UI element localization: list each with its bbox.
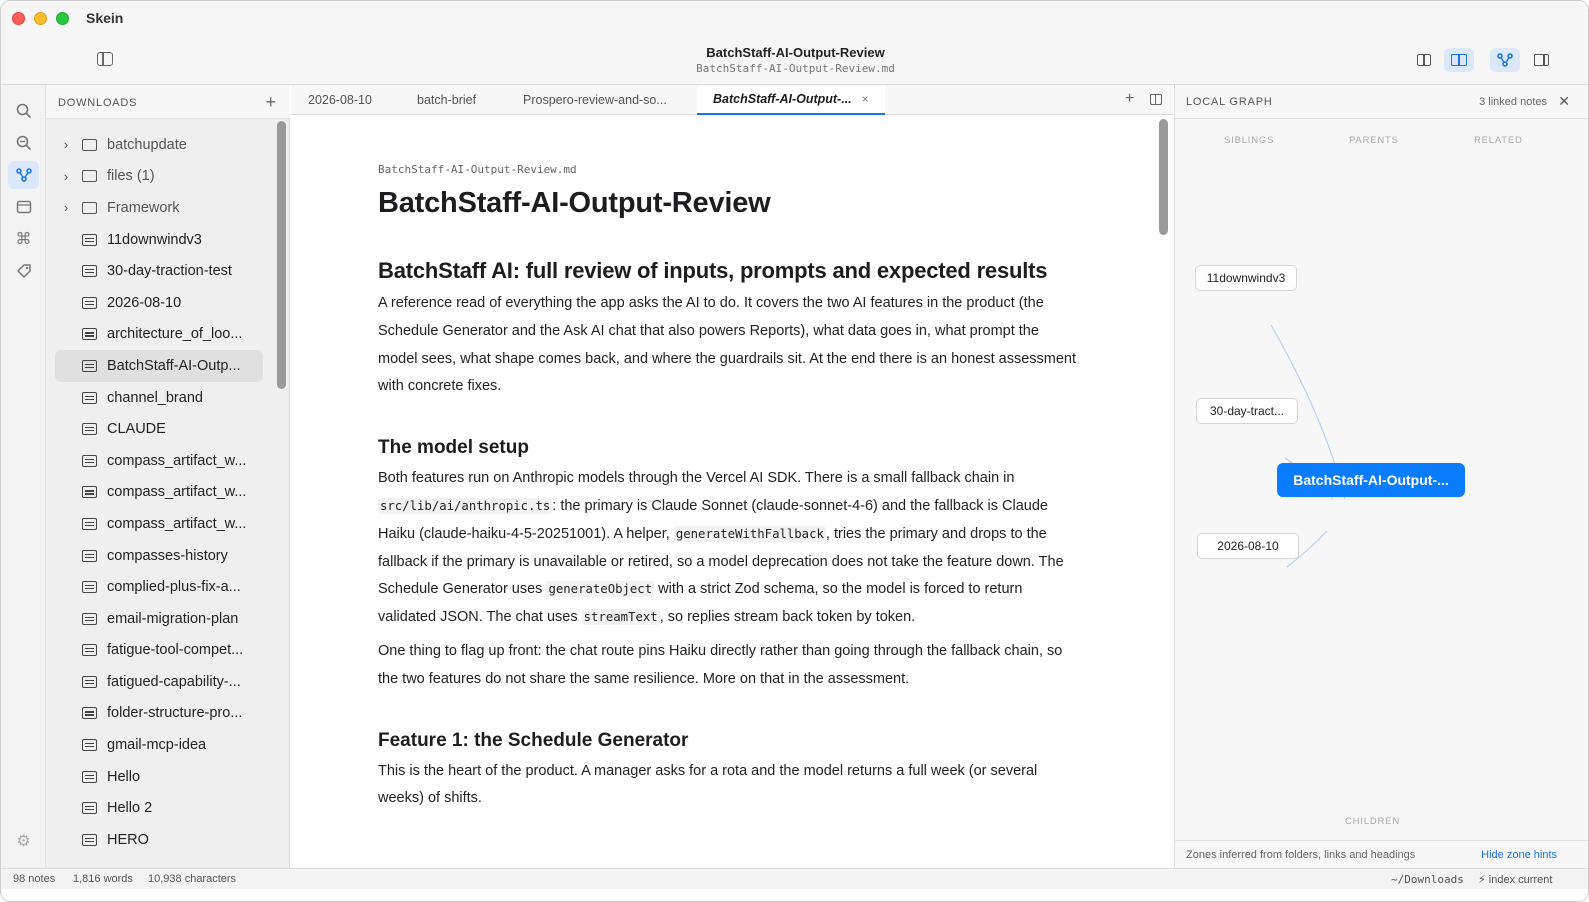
split-editor-icon[interactable] [1150, 94, 1162, 105]
tab-batchstaff-review[interactable] [697, 85, 885, 115]
character-count: 10,938 characters [148, 873, 237, 885]
app-name: Skein [86, 10, 124, 26]
note-item[interactable] [55, 287, 263, 319]
status-bar [1, 868, 1588, 889]
file-label: folder-structure-pro... [107, 705, 243, 722]
notes-count: 98 notes [13, 873, 56, 885]
note-item[interactable] [55, 666, 263, 698]
calendar-button[interactable] [8, 193, 39, 221]
file-label: fatigued-capability-... [107, 673, 241, 690]
folder-icon [82, 170, 97, 182]
editor-scrollbar[interactable] [1159, 119, 1168, 235]
graph-node[interactable]: 11downwindv3 [1195, 265, 1297, 291]
chevron-right-icon[interactable]: › [63, 200, 69, 216]
close-panel-icon[interactable]: ✕ [1558, 93, 1570, 109]
chevron-right-icon[interactable]: › [63, 137, 69, 153]
editor[interactable] [291, 115, 1173, 868]
note-icon [82, 644, 97, 656]
note-icon [82, 392, 97, 404]
reading-mode-button[interactable] [1444, 48, 1474, 72]
tab-label: batch-brief [417, 93, 477, 107]
tab-label: Prospero-review-and-so... [523, 93, 667, 107]
note-icon [82, 550, 97, 562]
tags-button[interactable] [8, 257, 39, 285]
graph-footer [1175, 840, 1589, 868]
inline-code: generateWithFallback [675, 526, 824, 541]
paragraph: This is the heart of the product. A manager asks for a rota and the model returns a full week (or several weeks) of shifts. [378, 762, 1038, 807]
file-label: HERO [107, 831, 149, 848]
note-item[interactable] [55, 255, 263, 287]
tab-batch-brief[interactable] [417, 85, 476, 115]
sidebar-title: DOWNLOADS [58, 97, 138, 109]
file-label: 30-day-traction-test [107, 263, 232, 280]
note-item[interactable] [55, 792, 263, 824]
tab-label: 2026-08-10 [308, 93, 372, 107]
note-icon [82, 771, 97, 783]
section-heading: The model setup [378, 437, 529, 459]
file-label: fatigue-tool-compet... [107, 642, 244, 659]
note-item[interactable] [55, 729, 263, 761]
tab-label: BatchStaff-AI-Output-... [713, 92, 852, 106]
command-palette-button[interactable] [8, 225, 39, 253]
titlebar [1, 1, 1588, 85]
note-item[interactable] [55, 224, 263, 256]
note-item[interactable] [55, 571, 263, 603]
document-body [378, 163, 1078, 813]
file-label: compass_artifact_w... [107, 452, 247, 469]
file-list [46, 129, 278, 856]
note-item[interactable] [55, 635, 263, 667]
section-heading: Feature 1: the Schedule Generator [378, 729, 689, 751]
file-label: 11downwindv3 [107, 231, 202, 248]
graph-toggle-button[interactable] [1490, 48, 1520, 72]
graph-icon [15, 166, 33, 184]
tab-bar [291, 85, 1173, 115]
document-path: BatchStaff-AI-Output-Review.md [378, 163, 577, 176]
close-window-button[interactable] [12, 12, 25, 25]
document-filename: BatchStaff-AI-Output-Review.md [696, 62, 895, 75]
note-icon [82, 486, 97, 498]
note-icon [82, 581, 97, 593]
note-icon [82, 297, 97, 309]
graph-node[interactable]: 30-day-tract... [1196, 398, 1298, 424]
minimize-window-button[interactable] [34, 12, 47, 25]
add-note-button[interactable]: + [265, 92, 276, 112]
folder-item[interactable] [55, 129, 263, 161]
vault-path: ~/Downloads [1391, 873, 1464, 886]
maximize-window-button[interactable] [56, 12, 69, 25]
zoom-search-icon [15, 134, 33, 152]
folder-icon [82, 139, 97, 151]
folder-icon [82, 202, 97, 214]
inline-code: src/lib/ai/anthropic.ts [380, 498, 551, 513]
right-panel-icon [1534, 54, 1549, 66]
bolt-icon: ⚡ [1478, 874, 1486, 886]
note-item[interactable] [55, 824, 263, 856]
file-label: architecture_of_loo... [107, 326, 243, 343]
note-icon [82, 834, 97, 846]
paragraph: Both features run on Anthropic models through the Vercel AI SDK. There is a small fallback chain in src/lib/ai/anthropic.ts : the primary is Claude Sonnet (claude-sonnet-4-6) and the fallback is Claude Haiku (claude-haiku-4-5-20251001). A helper, generateWithFallback , tries the primary and drops to the fallback if the primary is unavailable or retired, so a model deprecation does not take the feature down. The Schedule Generator uses generateObject with a strict Zod schema, so the model is forced to return validated JSON. The chat uses streamText , so replies stream back token by token. [378, 470, 1064, 626]
tab-prospero-review[interactable] [523, 85, 667, 115]
calendar-icon [15, 198, 33, 216]
search-icon [15, 102, 33, 120]
note-icon [82, 234, 97, 246]
graph-node[interactable]: 2026-08-10 [1197, 533, 1299, 559]
file-label: complied-plus-fix-a... [107, 579, 241, 596]
settings-button[interactable] [8, 827, 39, 855]
note-icon [82, 360, 97, 372]
inline-code: generateObject [548, 582, 653, 597]
tab-2026-08-10[interactable] [308, 85, 372, 115]
file-sidebar [46, 85, 290, 868]
note-item[interactable] [55, 350, 263, 382]
file-label: files (1) [107, 168, 155, 185]
file-label: Hello 2 [107, 800, 153, 817]
graph-title: LOCAL GRAPH [1186, 96, 1273, 108]
zone-label-children: CHILDREN [1345, 816, 1400, 827]
graph-node-current[interactable]: BatchStaff-AI-Output-... [1277, 463, 1465, 497]
sidebar-scrollbar[interactable] [277, 121, 286, 389]
note-icon [82, 455, 97, 467]
graph-icon [1496, 52, 1514, 68]
file-label: Framework [107, 199, 180, 216]
local-graph-panel [1174, 85, 1589, 868]
folder-item[interactable] [55, 192, 263, 224]
split-view-button[interactable] [1409, 48, 1439, 72]
right-panel-toggle-button[interactable] [1526, 48, 1556, 72]
note-icon [82, 265, 97, 277]
note-icon [82, 328, 97, 340]
folder-item[interactable] [55, 161, 263, 193]
document-heading: BatchStaff-AI-Output-Review [378, 187, 771, 219]
note-icon [82, 676, 97, 688]
chevron-right-icon[interactable]: › [63, 168, 69, 184]
note-item[interactable] [55, 319, 263, 351]
gear-icon: ⚙ [16, 833, 31, 850]
activity-rail [1, 85, 46, 868]
graph-header [1175, 85, 1589, 119]
note-icon [82, 613, 97, 625]
file-label: email-migration-plan [107, 610, 239, 627]
zoom-search-button[interactable] [8, 129, 39, 157]
note-icon [82, 423, 97, 435]
file-label: compass_artifact_w... [107, 515, 247, 532]
new-tab-button[interactable]: + [1125, 90, 1135, 107]
graph-view-button[interactable] [8, 161, 39, 189]
zone-hint-text: Zones inferred from folders, links and headings [1186, 849, 1416, 861]
note-item[interactable] [55, 603, 263, 635]
file-label: batchupdate [107, 136, 187, 153]
file-label: gmail-mcp-idea [107, 737, 207, 754]
sidebar-header [46, 85, 290, 119]
book-icon [1451, 54, 1467, 66]
file-label: compasses-history [107, 547, 228, 564]
note-item[interactable] [55, 445, 263, 477]
close-tab-icon[interactable]: × [861, 92, 869, 106]
document-title: BatchStaff-AI-Output-Review [706, 45, 885, 60]
hide-zone-hints-link[interactable]: Hide zone hints [1481, 849, 1557, 861]
note-item[interactable] [55, 698, 263, 730]
file-label: compass_artifact_w... [107, 484, 247, 501]
file-label: 2026-08-10 [107, 294, 182, 311]
note-item[interactable] [55, 761, 263, 793]
search-button[interactable] [8, 97, 39, 125]
note-item[interactable] [55, 413, 263, 445]
file-label: BatchStaff-AI-Outp... [107, 357, 241, 374]
zone-label-parents: PARENTS [1349, 135, 1399, 146]
paragraph: One thing to flag up front: the chat route pins Haiku directly rather than going through the fallback chain, so the two features do not share the same resilience. More on that in the assessment. [378, 642, 1063, 687]
note-icon [82, 518, 97, 530]
note-item[interactable] [55, 508, 263, 540]
zone-label-related: RELATED [1474, 135, 1523, 146]
note-item[interactable] [55, 477, 263, 509]
index-status: ⚡ index current [1478, 874, 1553, 886]
section-heading: BatchStaff AI: full review of inputs, prompts and expected results [378, 258, 1048, 283]
note-item[interactable] [55, 540, 263, 572]
note-icon [82, 739, 97, 751]
note-item[interactable] [55, 382, 263, 414]
command-icon: ⌘ [15, 231, 32, 248]
word-count: 1,816 words [73, 873, 133, 885]
note-icon [82, 802, 97, 814]
inline-code: streamText [583, 610, 658, 625]
file-label: Hello [107, 768, 141, 785]
paragraph: A reference read of everything the app asks the AI to do. It covers the two AI features in the product (the Schedule Generator and the Ask AI chat that also powers Reports), what data goes in, what prompt the model sees, what shape comes back, and where the guardrails sit. At the end there is an honest assessment with concrete fixes. [378, 295, 1077, 395]
linked-notes-count: 3 linked notes [1479, 96, 1547, 108]
zone-label-siblings: SIBLINGS [1224, 135, 1275, 146]
tag-icon [15, 262, 33, 280]
split-view-icon [1417, 54, 1431, 66]
note-icon [82, 707, 97, 719]
file-label: channel_brand [107, 389, 203, 406]
file-label: CLAUDE [107, 421, 166, 438]
